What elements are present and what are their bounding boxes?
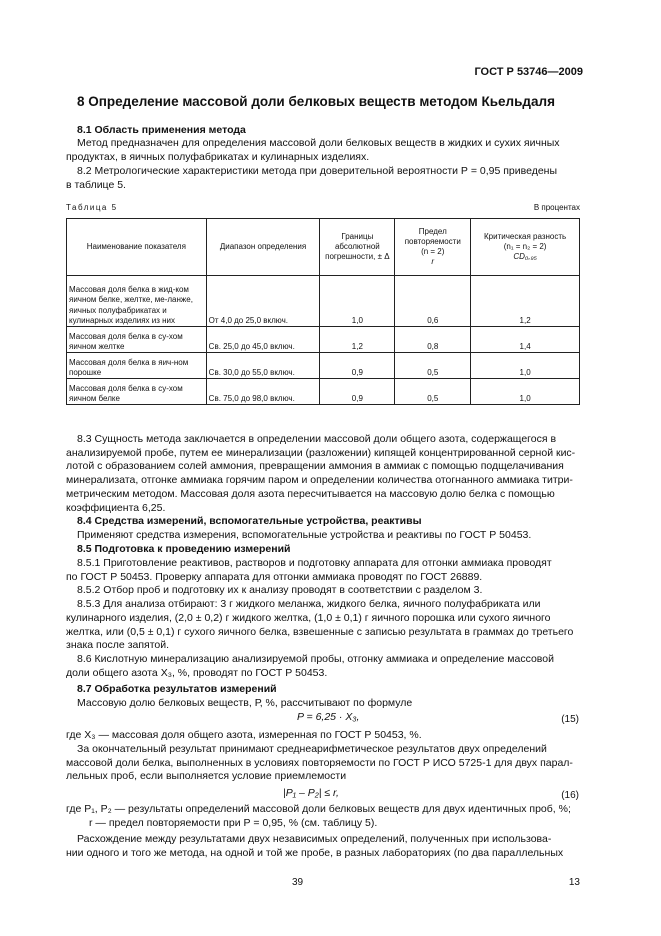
formula-15-number: (15) <box>561 714 579 725</box>
page-number-right: 13 <box>568 877 580 888</box>
s87-last-line: нии одного и того же метода, на одной и той же пробе, в разных лабораториях (по два параллельных <box>66 846 564 859</box>
row-name: Массовая доля белка в су-хом яичном белке <box>67 379 207 405</box>
header-critical-diff <box>471 219 580 276</box>
s86-line: 8.6 Кислотную минерализацию анализируемой пробы, отгонку аммиака и определение массовой <box>77 652 554 665</box>
s87-where1: где X₃ — массовая доля общего азота, измеренная по ГОСТ Р 50453, %. <box>66 729 422 741</box>
row-range: Св. 75,0 до 98,0 включ. <box>206 379 320 405</box>
table-header-row <box>67 219 580 276</box>
s87-last-line: Расхождение между результатами двух независимых определений, полученных при использова- <box>77 833 552 845</box>
header-name: Наименование показателя <box>67 219 207 276</box>
row-delta: 1,0 <box>320 276 395 327</box>
s82-line2: в таблице 5. <box>66 179 126 191</box>
table-row <box>67 353 580 379</box>
s85-line: кулинарного изделия, (2,0 ± 0,2) г жидкого желтка, (1,0 ± 0,1) г яичного порошка или сухого яичного <box>66 611 551 624</box>
s87-para-line: лельных проб, если выполняется условие приемлемости <box>66 770 347 783</box>
table-caption: Таблица 5 <box>66 203 118 212</box>
s85-block <box>66 557 582 680</box>
table-row <box>67 276 580 327</box>
row-r: 0,5 <box>395 379 471 405</box>
row-range: Св. 25,0 до 45,0 включ. <box>206 327 320 353</box>
row-cd: 1,4 <box>471 327 580 353</box>
s85-line: 8.5.2 Отбор проб и подготовку их к анализу проводят в соответствии с разделом 3. <box>77 584 483 597</box>
s84-line1: Применяют средства измерения, вспомогательные устройства и реактивы по ГОСТ Р 50453. <box>77 529 532 541</box>
s82-line1: 8.2 Метрологические характеристики метода при доверительной вероятности Р = 0,95 приведены <box>77 165 558 177</box>
row-cd: 1,2 <box>471 276 580 327</box>
s86-line: доли общего азота X₃, %, проводят по ГОСТ Р 50453. <box>66 666 328 679</box>
formula-16-number: (16) <box>561 790 579 801</box>
table-unit: В процентах <box>533 203 580 212</box>
header-cd-l3: CD₀,₉₅ <box>513 252 537 262</box>
row-range: Св. 30,0 до 55,0 включ. <box>206 353 320 379</box>
row-cd: 1,0 <box>471 353 580 379</box>
header-r-l1: Предел <box>418 226 447 236</box>
header-cd-l1: Критическая разность <box>484 231 567 241</box>
header-delta <box>320 219 395 276</box>
s83-line: минерализата, отгонке аммиака горячим паром и определении количества отогнанного аммиака титри- <box>66 474 573 487</box>
table-5 <box>66 218 580 405</box>
row-r: 0,6 <box>395 276 471 327</box>
row-name: Массовая доля белка в су-хом яичном желтке <box>67 327 207 353</box>
s83-line: лотой с образованием солей аммония, превращении аммония в аммиак с помощью подщелачивания <box>66 460 564 473</box>
s87-last <box>66 833 582 860</box>
row-name: Массовая доля белка в жид-ком яичном белке, желтке, ме-ланже, яичных полуфабрикатах и кулинарных изделиях из них <box>67 276 207 327</box>
header-delta-l3: погрешности, ± Δ <box>325 252 390 262</box>
s83-line: метрическим методом. Массовая доля азота пересчитывается на массовую долю белка с помощью <box>66 487 555 500</box>
header-r-l4: r <box>431 257 435 267</box>
row-range: От 4,0 до 25,0 включ. <box>206 276 320 327</box>
s83-line: коэффициента 6,25. <box>66 501 166 514</box>
s84-heading: 8.4 Средства измерений, вспомогательные устройства, реактивы <box>77 515 422 527</box>
page-number-center: 39 <box>292 877 304 888</box>
row-delta: 0,9 <box>320 379 395 405</box>
header-cd-l2: (n₁ = n₂ = 2) <box>503 241 547 251</box>
s81-line2: продуктах, в яичных полуфабрикатах и кулинарных изделиях. <box>66 151 370 163</box>
s85-line: 8.5.3 Для анализа отбирают: 3 г жидкого меланжа, жидкого белка, яичного полуфабриката или <box>77 598 541 611</box>
s85-line: знака после запятой. <box>66 639 170 652</box>
s85-heading: 8.5 Подготовка к проведению измерений <box>77 543 291 555</box>
s87-para-line: массовой доли белка, выполненных в условиях повторяемости по ГОСТ Р ИСО 5725-1 для двух парал- <box>66 756 573 769</box>
row-delta: 1,2 <box>320 327 395 353</box>
table-row <box>67 379 580 405</box>
s85-line: желтка, или (0,5 ± 0,1) г сухого яичного белка, взвешенные с записью результата в граммах до третьего <box>66 625 574 638</box>
header-range: Диапазон определения <box>206 219 320 276</box>
s87-heading: 8.7 Обработка результатов измерений <box>77 683 277 695</box>
document-id: ГОСТ Р 53746—2009 <box>474 66 583 78</box>
formula-16: |P₁ – P₂| ≤ r, <box>283 787 339 799</box>
s87-where2b: r — предел повторяемости при Р = 0,95, % (см. таблицу 5). <box>89 817 378 829</box>
row-delta: 0,9 <box>320 353 395 379</box>
s87-intro: Массовую долю белковых веществ, Р, %, рассчитывают по формуле <box>77 697 413 709</box>
row-name: Массовая доля белка в яич-ном порошке <box>67 353 207 379</box>
header-r-l2: повторяемости <box>404 236 461 246</box>
s83-block <box>66 433 582 515</box>
s81-line1: Метод предназначен для определения массовой доли белковых веществ в жидких и сухих яичных <box>77 137 560 149</box>
table-row <box>67 327 580 353</box>
s87-para <box>66 743 582 784</box>
header-repeatability <box>395 219 471 276</box>
s83-line: анализируемой пробе, путем ее минерализации (разложении) кипящей концентрированной серной кис- <box>66 446 576 459</box>
s81-heading: 8.1 Область применения метода <box>77 124 246 136</box>
section-title: 8 Определение массовой доли белковых веществ методом Кьельдаля <box>77 94 555 109</box>
formula-15: P = 6,25 · X₃, <box>297 711 360 723</box>
row-r: 0,8 <box>395 327 471 353</box>
header-delta-l1: Границы <box>341 231 374 241</box>
s87-para-line: За окончательный результат принимают среднеарифметическое результатов двух определений <box>77 743 547 755</box>
row-cd: 1,0 <box>471 379 580 405</box>
header-delta-l2: абсолютной <box>334 241 380 251</box>
header-r-l3: (n = 2) <box>421 247 445 256</box>
s85-line: по ГОСТ Р 50453. Проверку аппарата для отгонки аммиака проводят по ГОСТ 26889. <box>66 570 483 583</box>
s87-where2a: где P₁, P₂ — результаты определений массовой доли белковых веществ для двух идентичных проб, %; <box>66 803 571 815</box>
s83-line: 8.3 Сущность метода заключается в определении массовой доли общего азота, содержащегося в <box>77 433 557 445</box>
s85-line: 8.5.1 Приготовление реактивов, растворов и подготовку аппарата для отгонки аммиака проводят <box>77 557 552 569</box>
row-r: 0,5 <box>395 353 471 379</box>
